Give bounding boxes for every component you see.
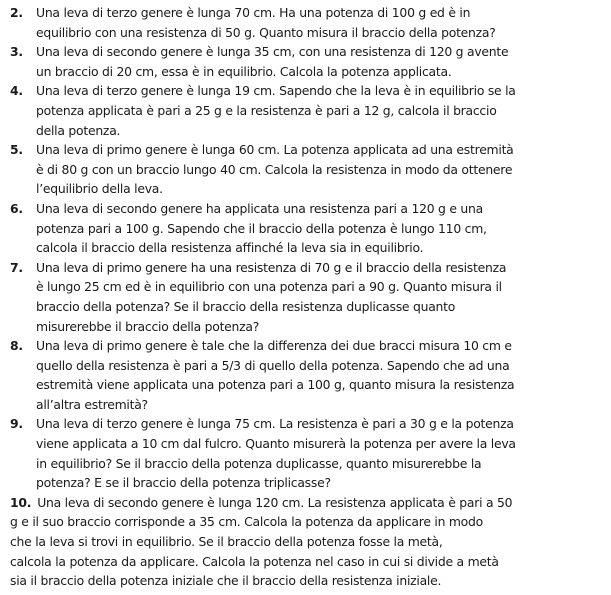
problem-text-line: Una leva di terzo genere è lunga 70 cm. Ha una potenza di 100 g ed è in [36,5,471,20]
problem-text-line: potenza? E se il braccio della potenza triplicasse? [36,475,331,491]
problem-text-line: sia il braccio della potenza iniziale che il braccio della resistenza iniziale. [10,573,442,589]
problem-number: 10. [10,494,32,510]
problem-text-line: un braccio di 20 cm, essa è in equilibrio. Calcola la potenza applicata. [36,63,452,79]
problem-text-line: all’altra estremità? [36,396,148,412]
problem-8 [10,336,610,414]
problem-text-line: estremità viene applicata una potenza pari a 100 g, quanto misura la resistenza [36,377,515,393]
problem-number: 8. [10,338,23,354]
problem-9 [10,414,610,492]
problem-text-line: potenza applicata è pari a 25 g e la resistenza è pari a 12 g, calcola il braccio [36,102,497,118]
problem-5 [10,140,610,199]
problem-6 [10,199,610,258]
problem-text-line: che la leva si trovi in equilibrio. Se il braccio della potenza fosse la metà, [10,534,443,550]
problem-text-line: Una leva di terzo genere è lunga 19 cm. Sapendo che la leva è in equilibrio se la [36,83,516,99]
problem-text-line: Una leva di secondo genere è lunga 120 cm. La resistenza applicata è pari a 50 [37,494,513,510]
problem-3 [10,42,610,81]
problem-number: 9. [10,416,23,432]
problem-text-line: l’equilibrio della leva. [36,181,163,197]
problem-text-line: equilibrio con una resistenza di 50 g. Quanto misura il braccio della potenza? [36,24,496,40]
problem-number: 6. [10,200,23,216]
problem-text-line: Una leva di terzo genere è lunga 75 cm. La resistenza è pari a 30 g e la potenza [36,416,514,432]
problem-number: 4. [10,83,23,99]
problem-text-line: g e il suo braccio corrisponde a 35 cm. Calcola la potenza da applicare in modo [10,514,483,530]
problem-text-line: calcola la potenza da applicare. Calcola la potenza nel caso in cui si divide a metà [10,553,499,569]
problem-number: 5. [10,142,23,158]
problem-number: 3. [10,44,23,60]
problem-text-line: potenza pari a 100 g. Sapendo che il braccio della potenza è lungo 110 cm, [36,220,487,236]
problem-number: 2. [10,5,23,20]
problem-text-line: viene applicata a 10 cm dal fulcro. Quanto misurerà la potenza per avere la leva [36,436,516,452]
problem-text-line: quello della resistenza è pari a 5/3 di quello della potenza. Sapendo che ad una [36,357,510,373]
problem-text-line: Una leva di secondo genere è lunga 35 cm, con una resistenza di 120 g avente [36,44,509,60]
problem-text-line: Una leva di secondo genere ha applicata una resistenza pari a 120 g e una [36,200,483,216]
problem-text-line: è di 80 g con un braccio lungo 40 cm. Calcola la resistenza in modo da ottenere [36,161,513,177]
problem-7 [10,258,610,336]
problem-text-line: della potenza. [36,122,121,138]
problem-text-line: Una leva di primo genere è tale che la differenza dei due bracci misura 10 cm e [36,338,512,354]
problem-2 [10,3,610,42]
problem-text-line: è lungo 25 cm ed è in equilibrio con una potenza pari a 90 g. Quanto misura il [36,279,502,295]
problem-text-line: Una leva di primo genere ha una resistenza di 70 g e il braccio della resistenza [36,259,507,275]
problem-text-line: in equilibrio? Se il braccio della potenza duplicasse, quanto misurerebbe la [36,455,482,471]
problem-4 [10,81,610,140]
problem-10 [10,493,610,591]
problem-list [10,3,610,591]
problem-first-line [10,493,610,513]
problem-text-line: Una leva di primo genere è lunga 60 cm. La potenza applicata ad una estremità [36,142,514,158]
problem-text-line: calcola il braccio della resistenza affinché la leva sia in equilibrio. [36,240,424,256]
problem-number: 7. [10,259,23,275]
problem-text-line: misurerebbe il braccio della potenza? [36,318,260,334]
problem-text-line: braccio della potenza? Se il braccio della resistenza duplicasse quanto [36,298,456,314]
